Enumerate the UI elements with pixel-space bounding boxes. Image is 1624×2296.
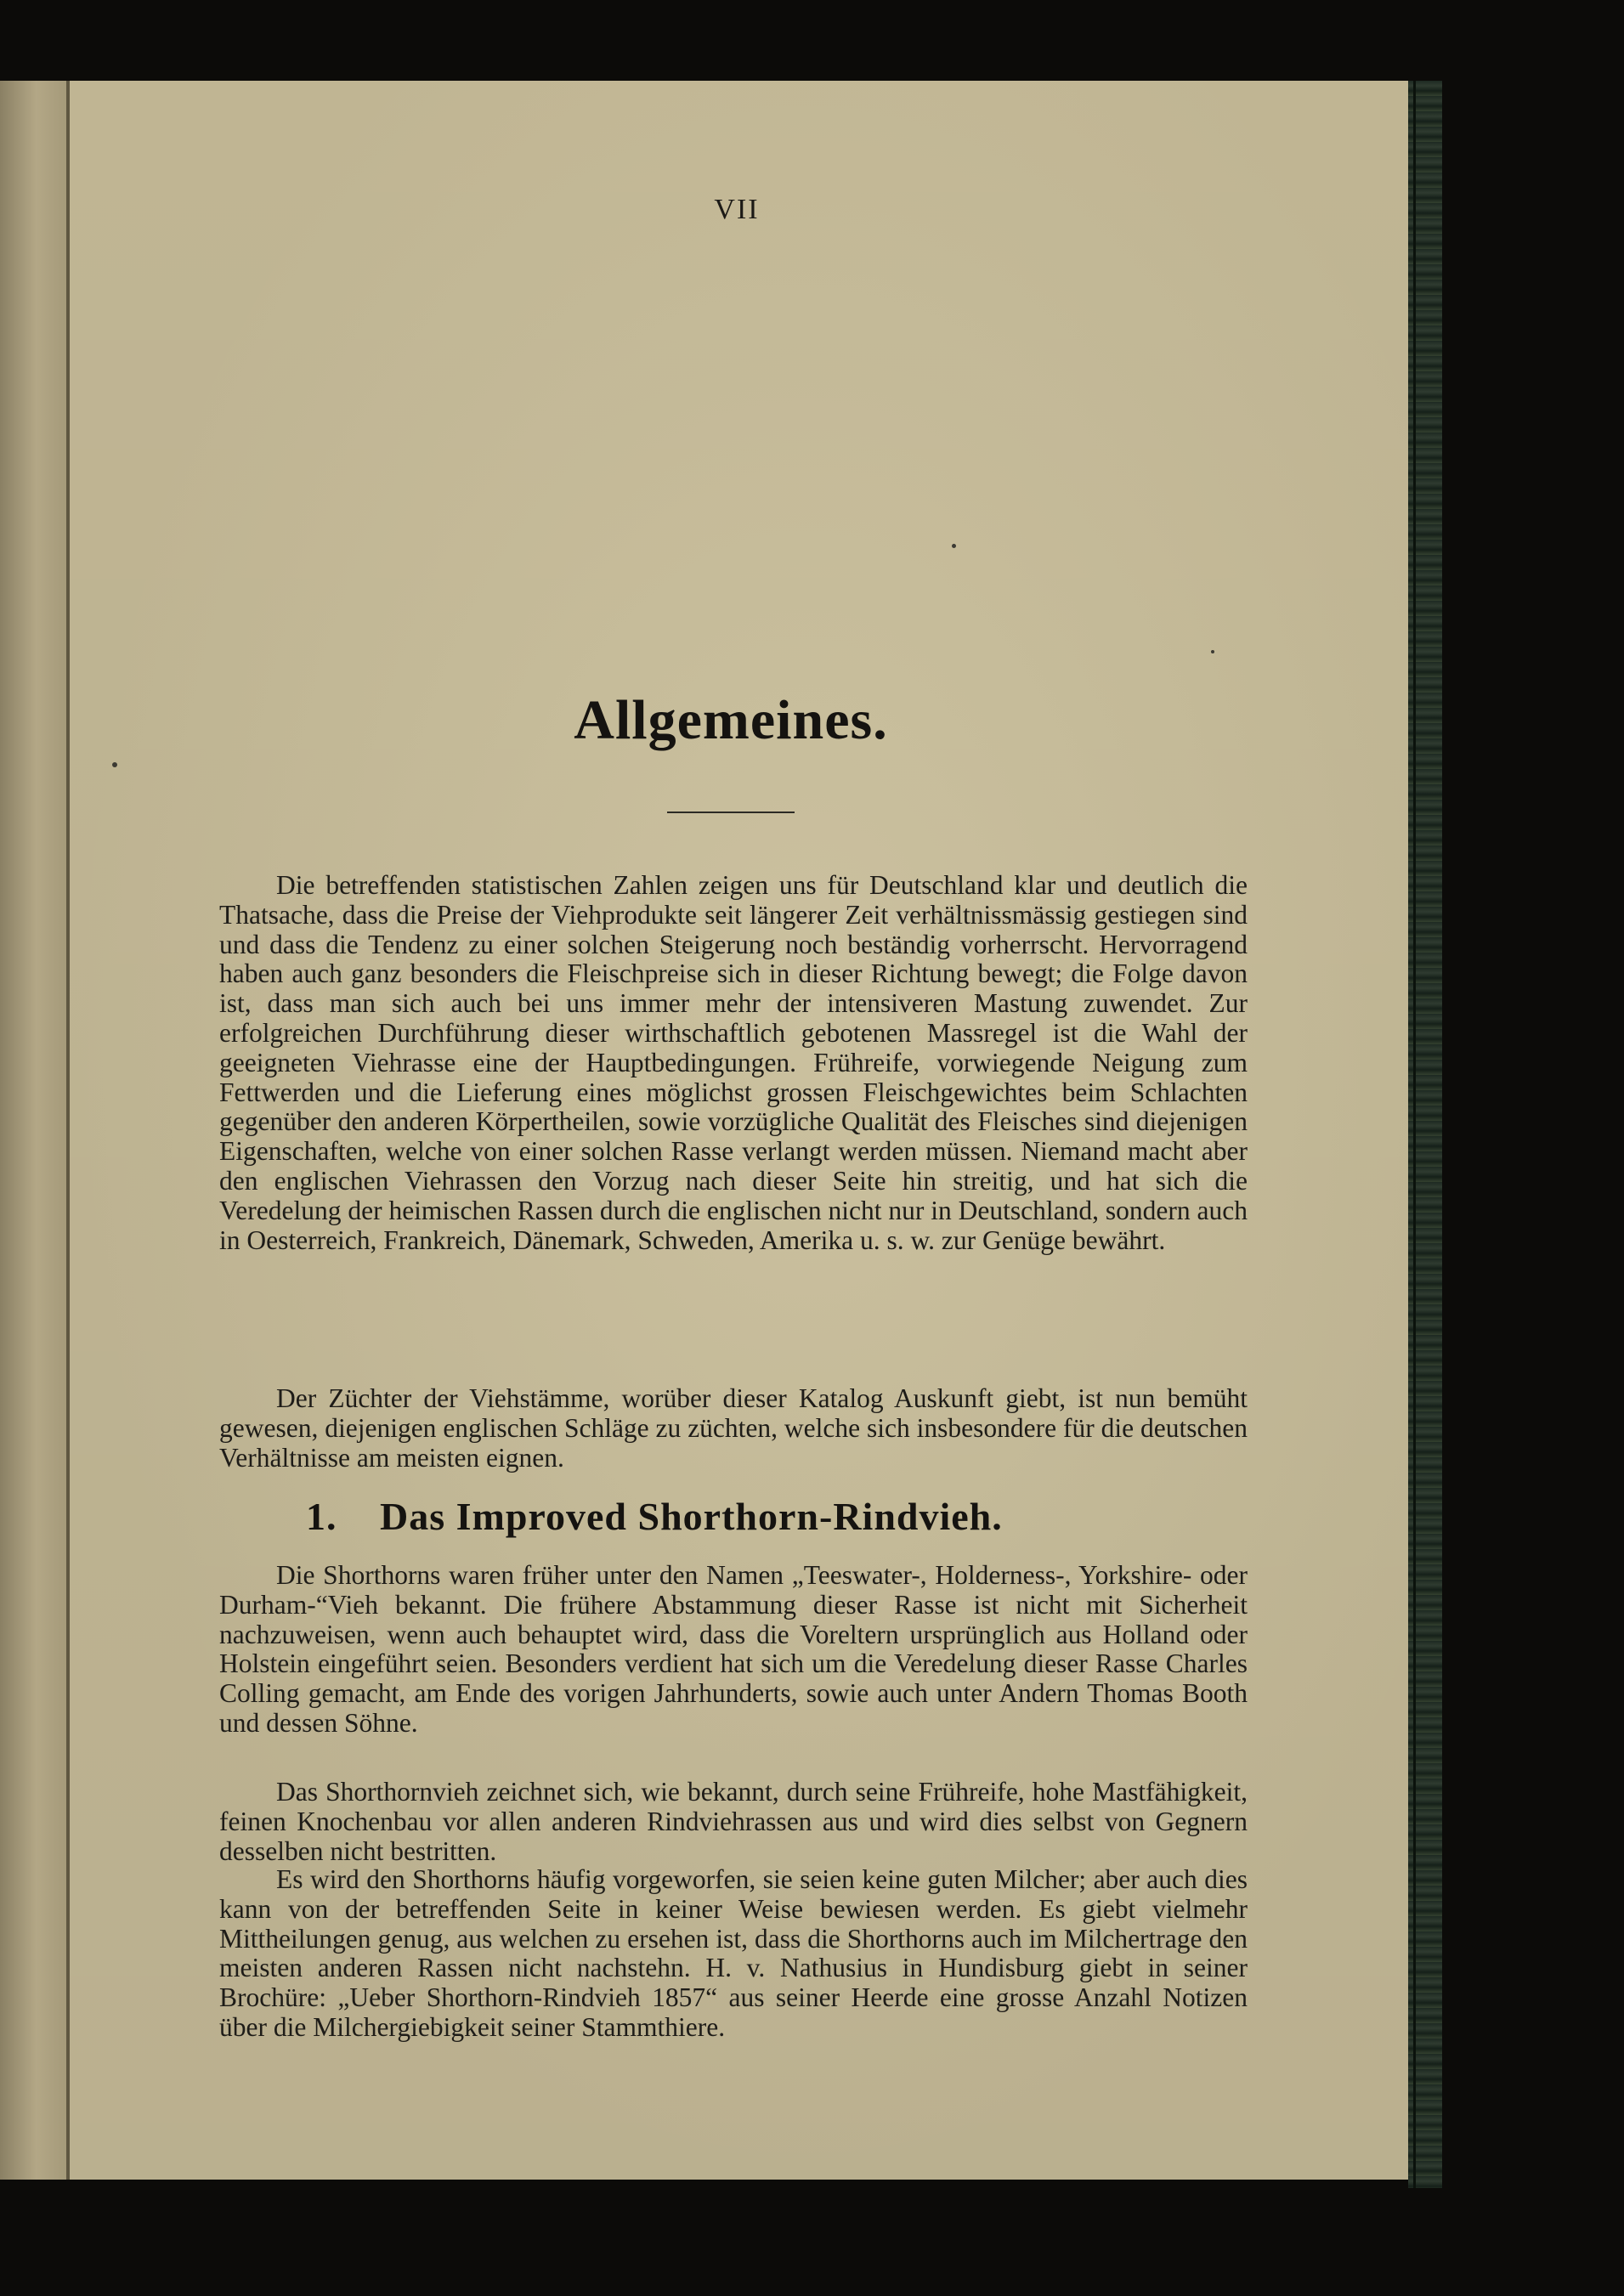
page-number: VII (714, 194, 760, 225)
paragraph: Das Shorthornvieh zeichnet sich, wie bekannt, durch seine Frühreife, hohe Mastfähigkeit, feinen Knochenbau vor allen anderen Rindviehrassen aus und wird dies selbst von Gegnern desselben nicht bestritten. (219, 1777, 1248, 1866)
section-number: 1. (306, 1495, 337, 1538)
binding-edge (1413, 81, 1416, 2188)
paragraph: Die betreffenden statistischen Zahlen zeigen uns für Deutschland klar und deutlich die Thatsache, dass die Preise der Viehprodukte seit längerer Zeit verhältnissmässig gestiegen sind und dass die Tendenz zu einer solchen Steigerung noch beständig vorherrscht. Hervorragend haben auch ganz besonders die Fleischpreise sich in dieser Richtung bewegt; die Folge davon ist, dass man sich auch bei uns immer mehr der intensiveren Mastung zuwendet. Zur erfolgreichen Durchführung dieser wirthschaftlich gebotenen Massregel ist die Wahl der geeigneten Viehrasse eine der Hauptbedingungen. Frühreife, vorwiegende Neigung zum Fettwerden und die Lieferung eines möglichst grossen Fleischgewichtes beim Schlachten gegenüber den anderen Körpertheilen, sowie vorzügliche Qualität des Fleisches sind diejenigen Eigenschaften, welche von einer solchen Rasse verlangt werden müssen. Niemand macht aber den englischen Viehrassen den Vorzug nach dieser Seite hin streitig, und hat sich die Veredelung der heimischen Rassen durch die englischen nicht nur in Deutschland, sondern auch in Oesterreich, Frankreich, Dänemark, Schweden, Amerika u. s. w. zur Genüge bewährt. (219, 870, 1248, 1255)
chapter-title: Allgemeines. (574, 689, 888, 751)
section-heading (306, 1494, 1173, 1539)
paragraph: Es wird den Shorthorns häufig vorgeworfen, sie seien keine guten Milcher; aber auch dies kann von der betreffenden Seite in keiner Weise bewiesen werden. Es giebt vielmehr Mittheilungen genug, aus welchen zu ersehen ist, dass die Shorthorns auch im Milchertrage den meisten anderen Rassen nicht nachstehn. H. v. Nathusius in Hundisburg giebt in seiner Brochüre: „Ueber Shorthorn-Rindvieh 1857“ aus seiner Heerde eine grosse Anzahl Notizen über die Milchergiebigkeit seiner Stammthiere. (219, 1864, 1248, 2042)
scan-speck (952, 544, 956, 548)
section-title: Das Improved Shorthorn-Rindvieh. (380, 1495, 1003, 1538)
previous-page-edge (0, 81, 66, 2180)
paragraph: Die Shorthorns waren früher unter den Namen „Teeswater-, Holderness-, Yorkshire- oder Durham-“Vieh bekannt. Die frühere Abstammung dieser Rasse ist nicht mit Sicherheit nachzuweisen, wenn auch behauptet wird, dass die Voreltern ursprünglich aus Holland oder Holstein eingeführt seien. Besonders verdient hat sich um die Veredelung dieser Rasse Charles Colling gemacht, am Ende des vorigen Jahrhunderts, sowie auch unter Andern Thomas Booth und dessen Söhne. (219, 1560, 1248, 1738)
paragraph: Der Züchter der Viehstämme, worüber dieser Katalog Auskunft giebt, ist nun bemüht gewesen, diejenigen englischen Schläge zu züchten, welche sich insbesondere für die deutschen Verhältnisse am meisten eignen. (219, 1383, 1248, 1473)
title-divider (667, 812, 795, 813)
scan-speck (112, 762, 117, 767)
scan-speck (1211, 650, 1214, 653)
